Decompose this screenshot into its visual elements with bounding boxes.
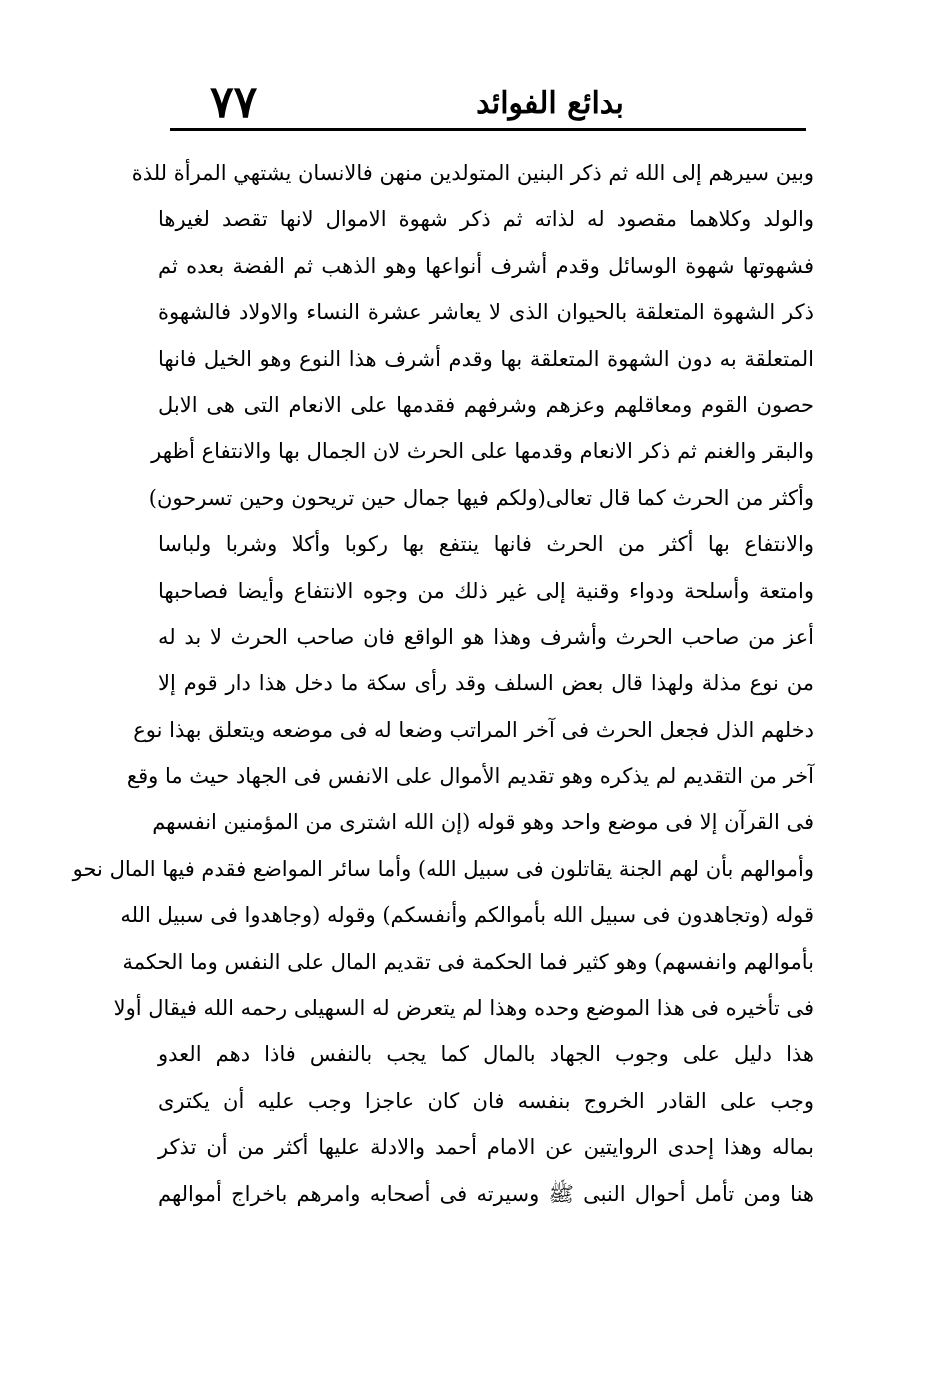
text-line: دخلهم الذل فجعل الحرث فى آخر المراتب وضعا له فى موضعه ويتعلق بهذا نوع — [133, 717, 814, 742]
text-line: فشهوتها شهوة الوسائل وقدم أشرف أنواعها وهو الذهب ثم الفضة بعده ثم — [158, 253, 814, 278]
text-line: قوله (وتجاهدون فى سبيل الله بأموالكم وأنفسكم) وقوله (وجاهدوا فى سبيل الله — [120, 903, 814, 928]
text-line: فى تأخيره فى هذا الموضع وحده وهذا لم يتعرض له السهيلى رحمه الله فيقال أولا — [113, 996, 814, 1021]
text-line: هنا ومن تأمل أحوال النبى ﷺ وسيرته فى أصحابه وامرهم باخراج أموالهم — [158, 1181, 814, 1206]
text-line: آخر من التقديم لم يذكره وهو تقديم الأموال على الانفس فى الجهاد حيث ما وقع — [126, 764, 814, 789]
text-line: من نوع مذلة ولهذا قال بعض السلف وقد رأى سكة ما دخل هذا دار قوم إلا — [158, 671, 814, 696]
text-line: بماله وهذا إحدى الروايتين عن الامام أحمد والادلة عليها أكثر من أن تذكر — [158, 1135, 814, 1160]
text-line: بأموالهم وانفسهم) وهو كثير فما الحكمة فى تقديم المال على النفس وما الحكمة — [122, 949, 814, 974]
text-line: وبين سيرهم إلى الله ثم ذكر البنين المتولدين منهن فالانسان يشتهي المرأة للذة — [131, 161, 814, 185]
text-line: وأكثر من الحرث كما قال تعالى(ولكم فيها جمال حين تريحون وحين تسرحون) — [148, 485, 814, 510]
text-line: والبقر والغنم ثم ذكر الانعام وقدمها على الحرث لان الجمال بها والانتفاع أظهر — [151, 439, 814, 464]
text-line: هذا دليل على وجوب الجهاد بالمال كما يجب بالنفس فاذا دهم العدو — [158, 1042, 814, 1067]
text-line: ذكر الشهوة المتعلقة بالحيوان الذى لا يعاشر عشرة النساء والاولاد فالشهوة — [158, 300, 814, 325]
page-number: ٧٧ — [210, 77, 258, 128]
running-title: بدائع الفوائد — [476, 86, 624, 121]
text-line: وامتعة وأسلحة ودواء وقنية إلى غير ذلك من وجوه الانتفاع وأيضا فصاحبها — [158, 578, 814, 603]
page-header — [170, 77, 806, 128]
header-rule — [170, 128, 806, 131]
text-line: فى القرآن إلا فى موضع واحد وهو قوله (إن الله اشترى من المؤمنين انفسهم — [152, 810, 814, 835]
text-line: أعز من صاحب الحرث وأشرف وهذا هو الواقع فان صاحب الحرث لا بد له — [158, 624, 814, 649]
text-line: وأموالهم بأن لهم الجنة يقاتلون فى سبيل الله) وأما سائر المواضع فقدم فيها المال نحو — [72, 856, 814, 881]
text-line: والولد وكلاهما مقصود له لذاته ثم ذكر شهوة الاموال لانها تقصد لغيرها — [158, 207, 814, 232]
body-text — [72, 150, 814, 1217]
text-line: المتعلقة به دون الشهوة المتعلقة بها وقدم أشرف هذا النوع وهو الخيل فانها — [158, 346, 814, 371]
text-line: والانتفاع بها أكثر من الحرث فانها ينتفع بها ركوبا وأكلا وشربا ولباسا — [158, 532, 814, 557]
text-line: حصون القوم ومعاقلهم وعزهم وشرفهم فقدمها على الانعام التى هى الابل — [158, 392, 814, 417]
text-line: وجب على القادر الخروج بنفسه فان كان عاجزا وجب عليه أن يكترى — [158, 1088, 814, 1113]
